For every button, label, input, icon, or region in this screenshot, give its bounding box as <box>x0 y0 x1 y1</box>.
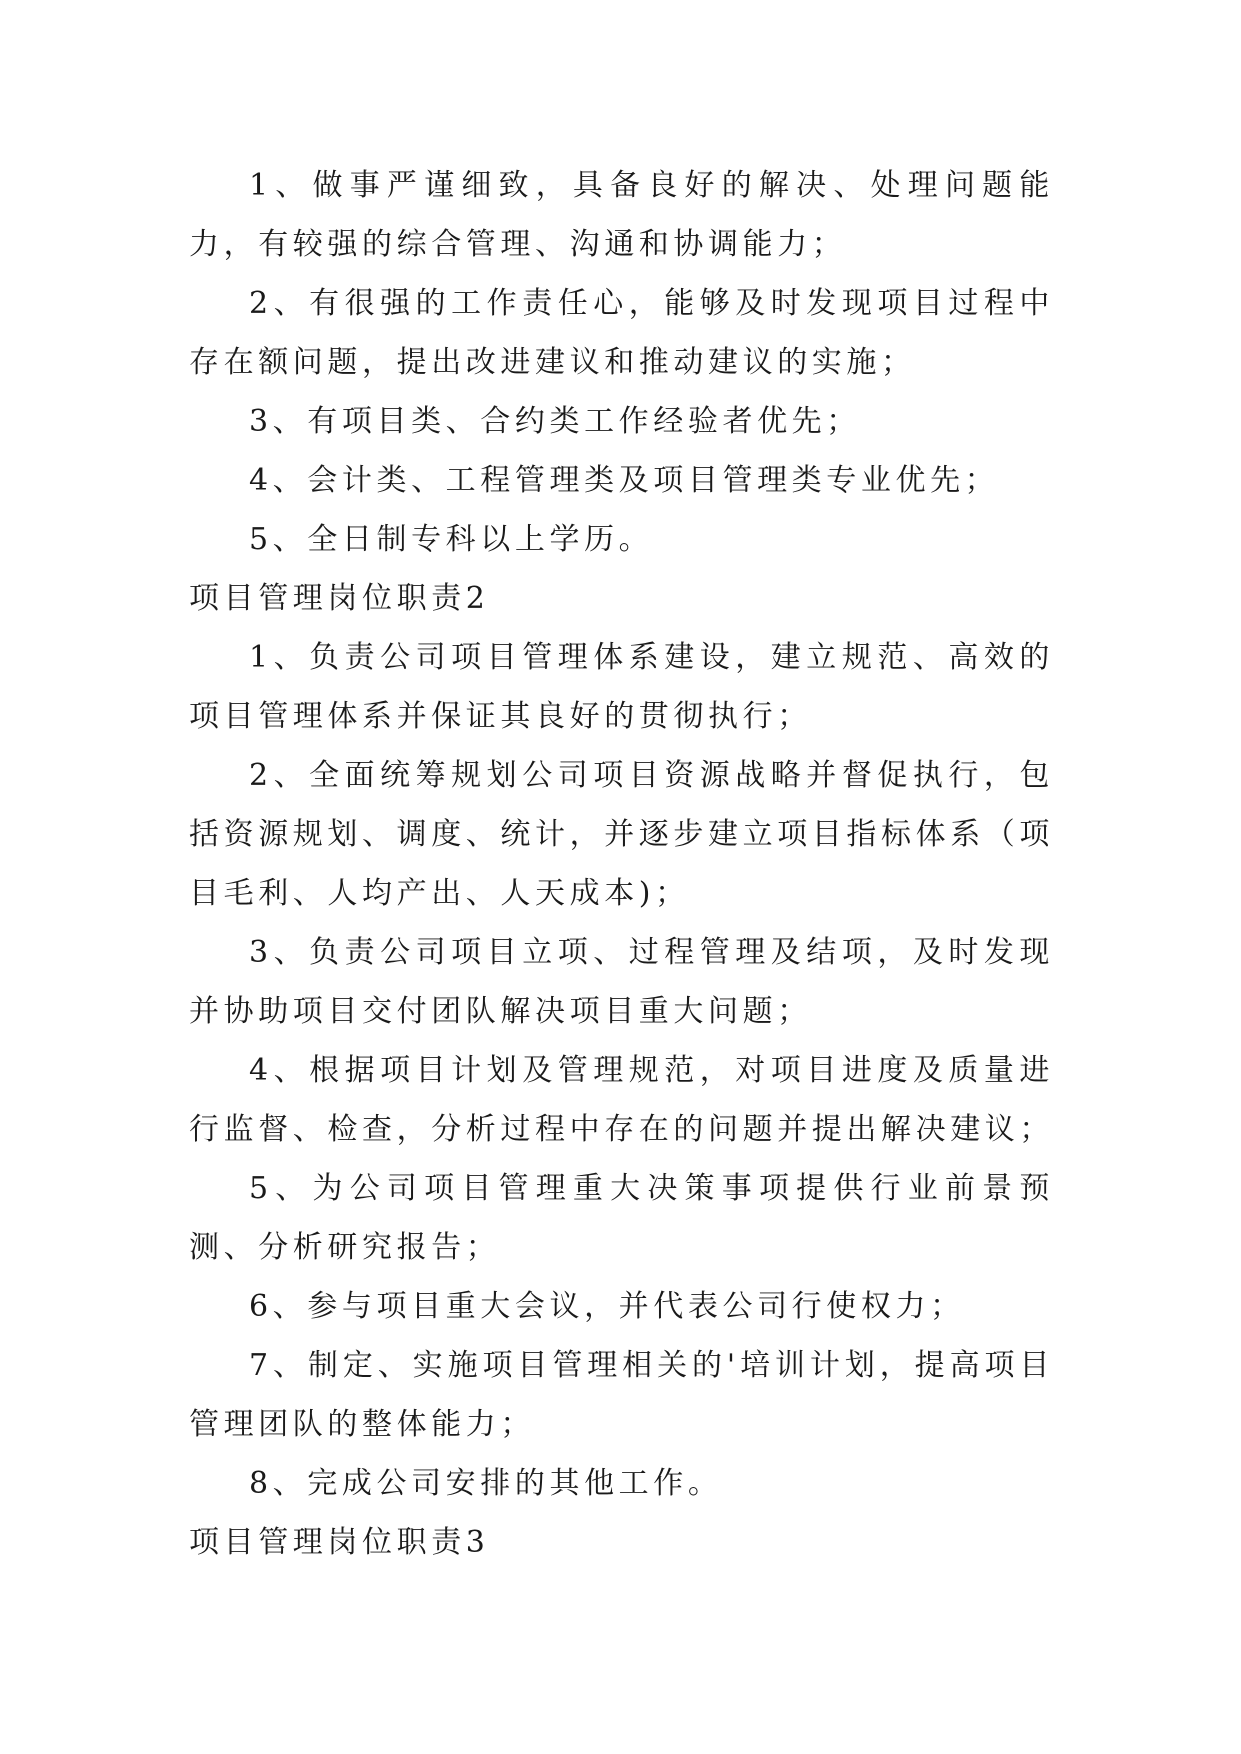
duty-item-3: 3、负责公司项目立项、过程管理及结项，及时发现并协助项目交付团队解决项目重大问题； <box>189 935 1054 1029</box>
requirement-item-4: 4、会计类、工程管理类及项目管理类专业优先； <box>249 463 1000 498</box>
duty-item-7: 7、制定、实施项目管理相关的'培训计划，提高项目管理团队的整体能力； <box>189 1348 1054 1442</box>
document-body <box>189 156 1054 1572</box>
duty-item-5: 5、为公司项目管理重大决策事项提供行业前景预测、分析研究报告； <box>189 1171 1054 1265</box>
duty-item-4: 4、根据项目计划及管理规范，对项目进度及质量进行监督、检查，分析过程中存在的问题并提出解决建议； <box>189 1053 1054 1147</box>
duty-item-2: 2、全面统筹规划公司项目资源战略并督促执行，包括资源规划、调度、统计，并逐步建立项目指标体系（项目毛利、人均产出、人天成本)； <box>189 758 1054 911</box>
requirement-item-5: 5、全日制专科以上学历。 <box>249 522 654 557</box>
section-heading-2: 项目管理岗位职责2 <box>189 581 490 616</box>
requirement-item-1: 1、做事严谨细致，具备良好的解决、处理问题能力，有较强的综合管理、沟通和协调能力； <box>189 168 1054 262</box>
duty-item-1: 1、负责公司项目管理体系建设，建立规范、高效的项目管理体系并保证其良好的贯彻执行； <box>189 640 1054 734</box>
requirement-item-3: 3、有项目类、合约类工作经验者优先； <box>249 404 861 439</box>
requirement-item-2: 2、有很强的工作责任心，能够及时发现项目过程中存在额问题，提出改进建议和推动建议的实施； <box>189 286 1054 380</box>
section-heading-3: 项目管理岗位职责3 <box>189 1525 490 1560</box>
duty-item-8: 8、完成公司安排的其他工作。 <box>249 1466 723 1501</box>
duty-item-6: 6、参与项目重大会议，并代表公司行使权力； <box>249 1289 965 1324</box>
